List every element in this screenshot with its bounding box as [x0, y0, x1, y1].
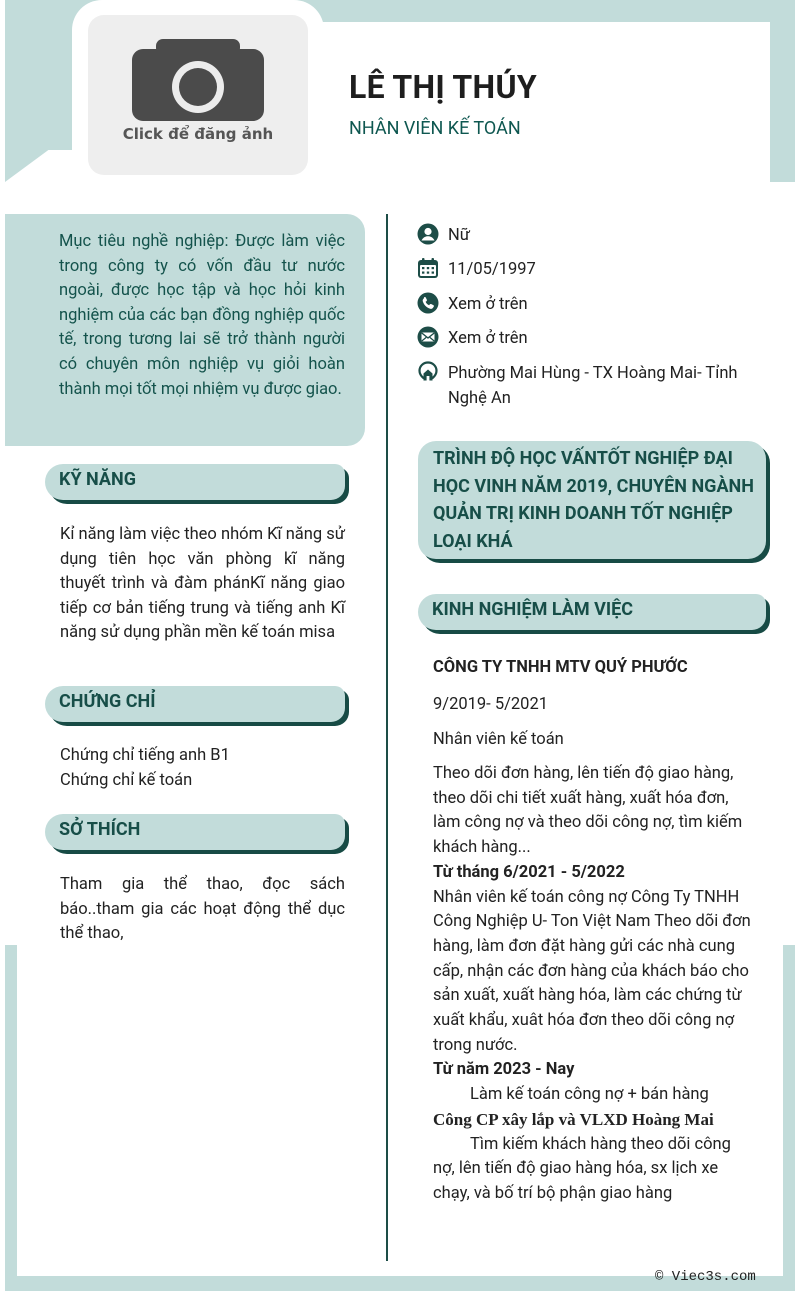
frame-right: [783, 945, 795, 1291]
hobbies-heading: SỞ THÍCH: [45, 814, 345, 850]
experience-desc-3: Tìm kiếm khách hàng theo dõi công nợ, lên tiến độ giao hàng hóa, sx lịch xe chạy, và bố trí bộ phận giao hàng: [433, 1134, 731, 1203]
camera-icon: [132, 39, 264, 123]
email-icon: [417, 326, 439, 348]
email-value: Xem ở trên: [448, 329, 528, 348]
calendar-icon: [417, 257, 439, 279]
experience-period-1: 9/2019- 5/2021: [433, 695, 549, 714]
column-divider: [386, 214, 388, 1261]
certificate-item: Chứng chỉ kế toán: [60, 770, 193, 790]
experience-company-1: CÔNG TY TNHH MTV QUÝ PHƯỚC: [433, 658, 688, 677]
certificates-list: [60, 744, 345, 793]
photo-upload[interactable]: [88, 15, 308, 175]
copyright: © Viec3s.com: [655, 1269, 756, 1285]
experience-role-3: Làm kế toán công nợ + bán hàng: [470, 1085, 709, 1105]
experience-heading: KINH NGHIỆM LÀM VIỆC: [418, 594, 766, 630]
birthday-value: 11/05/1997: [448, 260, 536, 279]
experience-company-3: Công CP xây lắp và VLXD Hoàng Mai: [433, 1109, 714, 1129]
candidate-name: LÊ THỊ THÚY: [349, 68, 537, 106]
education-box: TRÌNH ĐỘ HỌC VẤNTỐT NGHIỆP ĐẠI HỌC VINH NĂM 2019, CHUYÊN NGÀNH QUẢN TRỊ KINH DOANH TỐT NGHIỆP LOẠI KHÁ: [418, 441, 766, 559]
phone-icon: [417, 292, 439, 314]
experience-block: [433, 762, 753, 1207]
location-icon: [417, 361, 439, 383]
job-title: NHÂN VIÊN KẾ TOÁN: [349, 118, 521, 139]
phone-value: Xem ở trên: [448, 295, 528, 314]
skills-text: Kỉ năng làm việc theo nhóm Kĩ năng sử dụng tiên học văn phòng kĩ năng thuyết trình và đàm phánKĩ năng giao tiếp cơ bản tiếng trung và tiếng anh Kĩ năng sử dụng phần mền kế toán misa: [60, 525, 345, 643]
photo-upload-label: Click để đăng ảnh: [122, 125, 274, 143]
gender-value: Nữ: [448, 226, 470, 245]
experience-desc-1: Theo dõi đơn hàng, lên tiến độ giao hàng, theo dõi chi tiết xuất hàng, xuất hóa đơn, làm công nợ và theo dõi công nợ, tìm kiếm khách hàng...: [433, 764, 743, 858]
experience-period-3: Từ năm 2023 - Nay: [433, 1060, 575, 1080]
certificate-item: Chứng chỉ tiếng anh B1: [60, 746, 230, 765]
experience-period-2: Từ tháng 6/2021 - 5/2022: [433, 862, 625, 882]
address-value: Phường Mai Hùng - TX Hoàng Mai- Tỉnh Nghệ An: [448, 364, 738, 408]
certificates-heading: CHỨNG CHỈ: [45, 686, 345, 722]
user-icon: [417, 223, 439, 245]
experience-role-1: Nhân viên kế toán: [433, 730, 564, 749]
hobbies-text: Tham gia thể thao, đọc sách báo..tham gia các hoạt động thể dục thể thao,: [60, 875, 345, 944]
frame-left: [5, 945, 17, 1291]
career-goal: Mục tiêu nghề nghiệp: Được làm việc trong công ty có vốn đầu tư nước ngoài, được học tập và học hỏi kinh nghiệm của các bạn đồng nghiệp quốc tế, trong tương lai sẽ trở thành người có chuyên môn nghiệp vụ giỏi hoàn thành mọi tốt mọi nhiệm vụ được giao.: [5, 214, 365, 446]
experience-desc-2: Nhân viên kế toán công nợ Công Ty TNHH Công Nghiệp U- Ton Việt Nam Theo dõi đơn hàng, làm đơn đặt hàng gửi các nhà cung cấp, nhận các đơn hàng của khách báo cho sản xuất, xuất hàng hóa, làm các chứng từ xuất khẩu, xuât hóa đơn theo dõi công nợ trong nước.: [433, 887, 751, 1055]
skills-heading: KỸ NĂNG: [45, 464, 345, 500]
